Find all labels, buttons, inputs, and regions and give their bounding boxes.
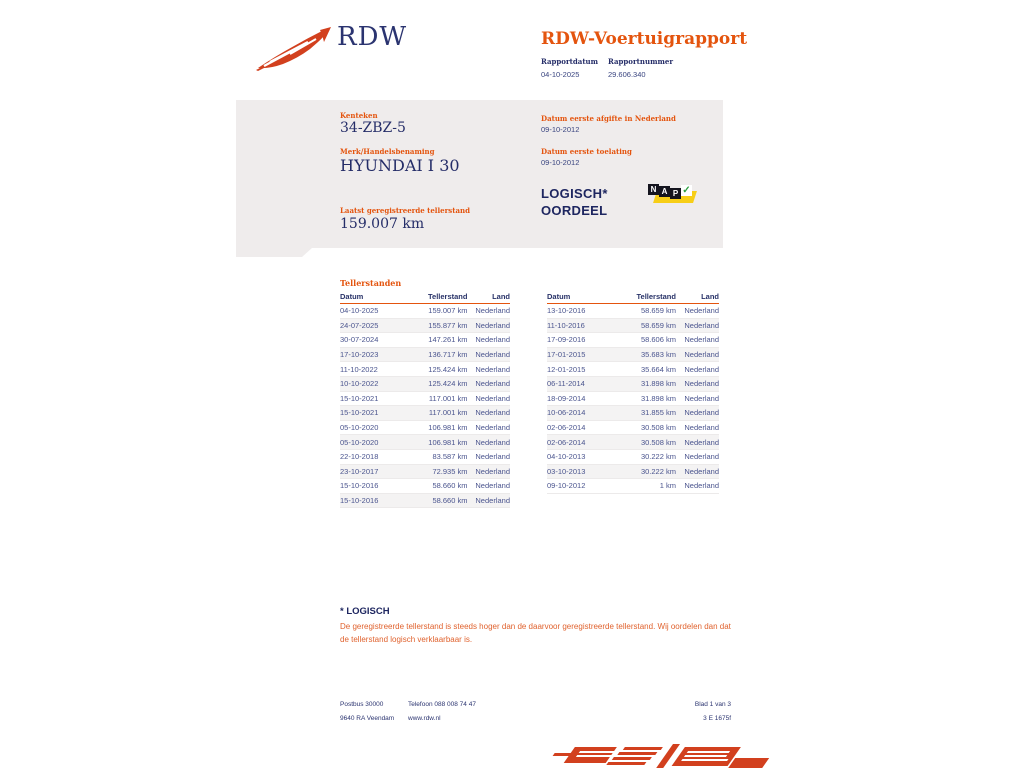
cell-datum: 18-09-2014 [547, 393, 586, 403]
cell-tellerstand: 58.659 km [640, 320, 676, 330]
cell-tellerstand: 30.222 km [640, 452, 676, 462]
footer-address-line1: Postbus 30000 [340, 701, 384, 708]
cell-tellerstand: 31.898 km [640, 393, 676, 403]
table-header [340, 290, 510, 304]
kenteken-value: 34-ZBZ-5 [340, 120, 406, 136]
col-header-land: Land [701, 292, 719, 301]
table-row [547, 421, 719, 436]
merk-value: HYUNDAI I 30 [340, 156, 460, 175]
cell-land: Nederland [684, 423, 719, 433]
cell-datum: 17-01-2015 [547, 350, 586, 360]
table-row [547, 348, 719, 363]
cell-tellerstand: 58.660 km [432, 481, 468, 491]
cell-tellerstand: 72.935 km [432, 466, 468, 476]
cell-tellerstand: 83.587 km [432, 452, 468, 462]
tables-title: Tellerstanden [340, 278, 402, 288]
cell-datum: 15-10-2021 [340, 393, 379, 403]
table-row [340, 435, 510, 450]
cell-tellerstand: 35.664 km [640, 364, 676, 374]
kenteken-label: Kenteken [340, 111, 378, 120]
cell-datum: 15-10-2021 [340, 408, 379, 418]
cell-datum: 10-10-2022 [340, 379, 379, 389]
cell-tellerstand: 35.683 km [640, 350, 676, 360]
cell-land: Nederland [475, 320, 510, 330]
cell-datum: 15-10-2016 [340, 481, 379, 491]
odometer-table-right [547, 290, 719, 494]
table-row [547, 406, 719, 421]
cell-tellerstand: 155.877 km [428, 320, 468, 330]
rdw-wordmark: RDW [337, 22, 408, 52]
cell-datum: 12-01-2015 [547, 364, 586, 374]
report-number-value: 29.606.340 [608, 70, 646, 79]
tellerstand-label: Laatst geregistreerde tellerstand [340, 206, 470, 215]
cell-tellerstand: 58.659 km [640, 306, 676, 316]
cell-land: Nederland [684, 335, 719, 345]
cell-land: Nederland [475, 437, 510, 447]
cell-tellerstand: 147.261 km [428, 335, 468, 345]
table-row [547, 450, 719, 465]
table-header [547, 290, 719, 304]
footer-form-code: 3 E 1675f [703, 715, 731, 722]
cell-tellerstand: 106.981 km [428, 437, 468, 447]
cell-datum: 17-10-2023 [340, 350, 379, 360]
col-header-datum: Datum [547, 292, 571, 301]
footer-phone: Telefoon 088 008 74 47 [408, 701, 476, 708]
cell-datum: 17-09-2016 [547, 335, 586, 345]
cell-land: Nederland [475, 481, 510, 491]
cell-datum: 11-10-2016 [547, 320, 585, 330]
cell-land: Nederland [475, 379, 510, 389]
cell-tellerstand: 58.606 km [640, 335, 676, 345]
cell-land: Nederland [475, 452, 510, 462]
col-header-datum: Datum [340, 292, 364, 301]
table-row [340, 406, 510, 421]
afgifte-label: Datum eerste afgifte in Nederland [541, 114, 676, 123]
footer-website: www.rdw.nl [408, 715, 441, 722]
cell-tellerstand: 125.424 km [428, 364, 468, 374]
cell-tellerstand: 30.222 km [640, 466, 676, 476]
table-row [547, 319, 719, 334]
cell-land: Nederland [475, 393, 510, 403]
page-title: RDW-Voertuigrapport [541, 29, 748, 49]
cell-datum: 10-06-2014 [547, 408, 586, 418]
table-row [340, 494, 510, 509]
table-row [547, 377, 719, 392]
cell-datum: 05-10-2020 [340, 423, 379, 433]
cell-tellerstand: 125.424 km [428, 379, 468, 389]
cell-land: Nederland [684, 379, 719, 389]
nap-logo [648, 183, 698, 209]
nap-letter-a: A [659, 186, 670, 197]
cell-tellerstand: 159.007 km [428, 306, 468, 316]
report-meta [541, 57, 673, 79]
cell-tellerstand: 31.855 km [640, 408, 676, 418]
cell-land: Nederland [684, 306, 719, 316]
footnote-title: * LOGISCH [340, 606, 390, 617]
cell-land: Nederland [475, 466, 510, 476]
toelating-label: Datum eerste toelating [541, 147, 632, 156]
table-row [340, 333, 510, 348]
cell-land: Nederland [684, 437, 719, 447]
cell-land: Nederland [684, 452, 719, 462]
cell-tellerstand: 30.508 km [640, 437, 676, 447]
cell-datum: 03-10-2013 [547, 466, 586, 476]
cell-datum: 22-10-2018 [340, 452, 379, 462]
cell-tellerstand: 106.981 km [428, 423, 468, 433]
table-body-left [340, 304, 510, 508]
cell-tellerstand: 58.660 km [432, 496, 468, 506]
vehicle-info-panel-tab [236, 248, 312, 257]
cell-land: Nederland [684, 466, 719, 476]
table-row [547, 392, 719, 407]
table-row [547, 304, 719, 319]
table-row [340, 319, 510, 334]
toelating-value: 09-10-2012 [541, 158, 580, 167]
report-date-label: Rapportdatum [541, 57, 599, 66]
cell-datum: 11-10-2022 [340, 364, 378, 374]
cell-datum: 02-06-2014 [547, 437, 586, 447]
oordeel-line1: LOGISCH* [541, 186, 608, 201]
col-header-tellerstand: Tellerstand [428, 292, 468, 301]
table-row [547, 435, 719, 450]
report-number-label: Rapportnummer [608, 57, 674, 66]
table-row [547, 362, 719, 377]
rdw-wing-logo-icon [256, 26, 334, 72]
table-row [340, 421, 510, 436]
cell-tellerstand: 31.898 km [640, 379, 676, 389]
col-header-land: Land [492, 292, 510, 301]
cell-datum: 15-10-2016 [340, 496, 379, 506]
oordeel-line2: OORDEEL [541, 203, 608, 218]
cell-land: Nederland [684, 350, 719, 360]
cell-land: Nederland [475, 364, 510, 374]
cell-datum: 04-10-2013 [547, 452, 586, 462]
tellerstand-value: 159.007 km [340, 216, 425, 232]
cell-tellerstand: 136.717 km [428, 350, 468, 360]
cell-land: Nederland [475, 335, 510, 345]
bottom-stripes-graphic [545, 744, 793, 768]
footnote-text: De geregistreerde tellerstand is steeds hoger dan de daarvoor geregistreerde tellerstand. Wij oordelen dan dat de tellerstand logisch verklaarbaar is. [340, 622, 731, 644]
col-header-tellerstand: Tellerstand [636, 292, 676, 301]
cell-datum: 06-11-2014 [547, 379, 585, 389]
cell-datum: 05-10-2020 [340, 437, 379, 447]
cell-land: Nederland [475, 496, 510, 506]
cell-datum: 09-10-2012 [547, 481, 586, 491]
cell-datum: 23-10-2017 [340, 466, 379, 476]
nap-check-icon: ✓ [682, 185, 691, 196]
cell-land: Nederland [475, 350, 510, 360]
table-row [340, 304, 510, 319]
table-row [547, 465, 719, 480]
cell-datum: 02-06-2014 [547, 423, 586, 433]
table-row [340, 348, 510, 363]
cell-land: Nederland [684, 481, 719, 491]
report-date-value: 04-10-2025 [541, 70, 580, 79]
cell-tellerstand: 117.001 km [428, 393, 468, 403]
table-row [340, 450, 510, 465]
cell-tellerstand: 30.508 km [640, 423, 676, 433]
cell-land: Nederland [684, 408, 719, 418]
table-row [547, 333, 719, 348]
table-body-right [547, 304, 719, 494]
cell-datum: 04-10-2025 [340, 306, 379, 316]
footer-page-number: Blad 1 van 3 [694, 701, 731, 708]
table-row [340, 377, 510, 392]
table-row [340, 362, 510, 377]
cell-land: Nederland [475, 408, 510, 418]
cell-land: Nederland [684, 364, 719, 374]
table-row [340, 465, 510, 480]
cell-datum: 13-10-2016 [547, 306, 586, 316]
merk-label: Merk/Handelsbenaming [340, 147, 435, 156]
cell-datum: 30-07-2024 [340, 335, 379, 345]
nap-letter-p: P [670, 188, 681, 199]
table-row [547, 479, 719, 494]
table-row [340, 479, 510, 494]
cell-land: Nederland [684, 393, 719, 403]
cell-land: Nederland [684, 320, 719, 330]
cell-land: Nederland [475, 423, 510, 433]
table-row [340, 392, 510, 407]
nap-letter-n: N [648, 184, 659, 195]
cell-tellerstand: 1 km [659, 481, 676, 491]
odometer-table-left [340, 290, 510, 508]
cell-land: Nederland [475, 306, 510, 316]
cell-datum: 24-07-2025 [340, 320, 379, 330]
afgifte-value: 09-10-2012 [541, 125, 580, 134]
cell-tellerstand: 117.001 km [428, 408, 468, 418]
footer-address-line2: 9640 RA Veendam [340, 715, 395, 722]
